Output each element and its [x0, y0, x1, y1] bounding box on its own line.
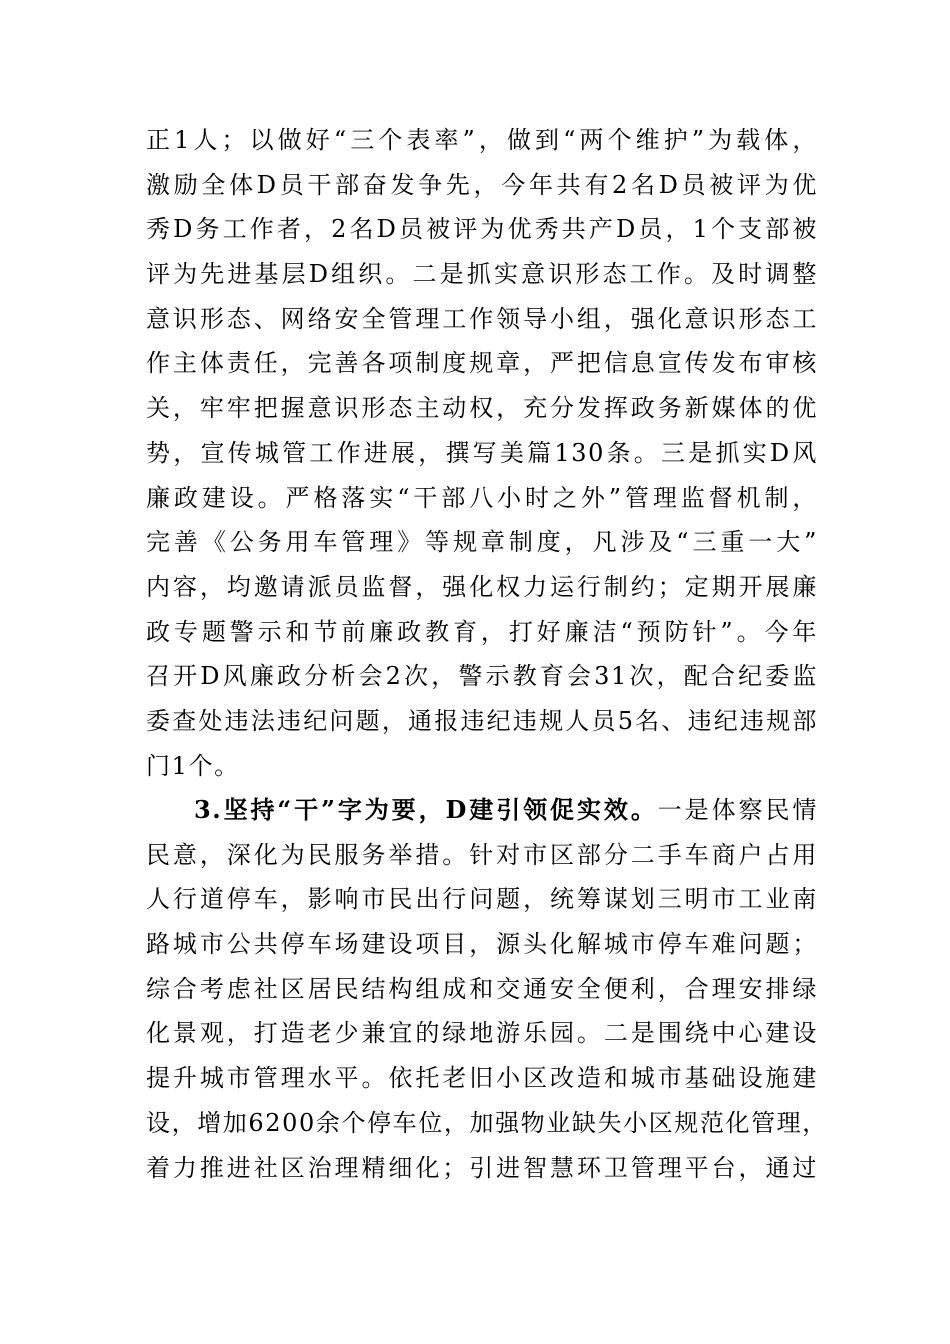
text-line: 势，宣传城管工作进展，撰写美篇130条。三是抓实D风 [146, 438, 818, 467]
text-line: 门1个。 [146, 751, 240, 780]
text-line: 设，增加6200余个停车位，加强物业缺失小区规范化管理， [146, 1108, 828, 1137]
text-line: 作主体责任，完善各项制度规章，严把信息宣传发布审核 [146, 349, 818, 378]
text-line: 综合考虑社区居民结构组成和交通安全便利，合理安排绿 [146, 974, 818, 1003]
text-line: 正1人；以做好“三个表率”，做到“两个维护”为载体， [146, 126, 818, 154]
text-line: 秀D务工作者，2名D员被评为优秀共产D员，1个支部被 [146, 215, 818, 244]
heading-line-rest: 一是体察民情 [657, 796, 818, 824]
heading-line [146, 788, 818, 833]
text-line: 廉政建设。严格落实“干部八小时之外”管理监督机制， [146, 483, 818, 512]
text-line: 完善《公务用车管理》等规章制度，凡涉及“三重一大” [146, 528, 818, 557]
text-line: 着力推进社区治理精细化；引进智慧环卫管理平台，通过 [146, 1153, 818, 1182]
section-heading: 3.坚持“干”字为要，D建引领促实效。 [194, 795, 658, 824]
text-line: 关，牢牢把握意识形态主动权，充分发挥政务新媒体的优 [146, 394, 818, 423]
text-line: 提升城市管理水平。依托老旧小区改造和城市基础设施建 [146, 1064, 818, 1093]
text-line: 民意，深化为民服务举措。针对市区部分二手车商户占用 [146, 840, 818, 869]
text-line: 人行道停车，影响市民出行问题，统筹谋划三明市工业南 [146, 885, 818, 914]
text-line: 意识形态、网络安全管理工作领导小组，强化意识形态工 [146, 304, 818, 333]
text-line: 政专题警示和节前廉政教育，打好廉洁“预防针”。今年 [146, 617, 818, 646]
text-line: 召开D风廉政分析会2次，警示教育会31次，配合纪委监 [146, 662, 818, 691]
paragraph-practical-results [146, 788, 828, 1190]
text-line: 路城市公共停车场建设项目，源头化解城市停车难问题； [146, 930, 818, 959]
text-line: 化景观，打造老少兼宜的绿地游乐园。二是围绕中心建设 [146, 1019, 818, 1048]
paragraph-party-building [146, 118, 818, 788]
text-line: 委查处违法违纪问题，通报违纪违规人员5名、违纪违规部 [146, 706, 818, 735]
text-line: 激励全体D员干部奋发争先，今年共有2名D员被评为优 [146, 170, 818, 199]
text-line: 评为先进基层D组织。二是抓实意识形态工作。及时调整 [146, 260, 818, 289]
text-line: 内容，均邀请派员监督，强化权力运行制约；定期开展廉 [146, 572, 818, 601]
